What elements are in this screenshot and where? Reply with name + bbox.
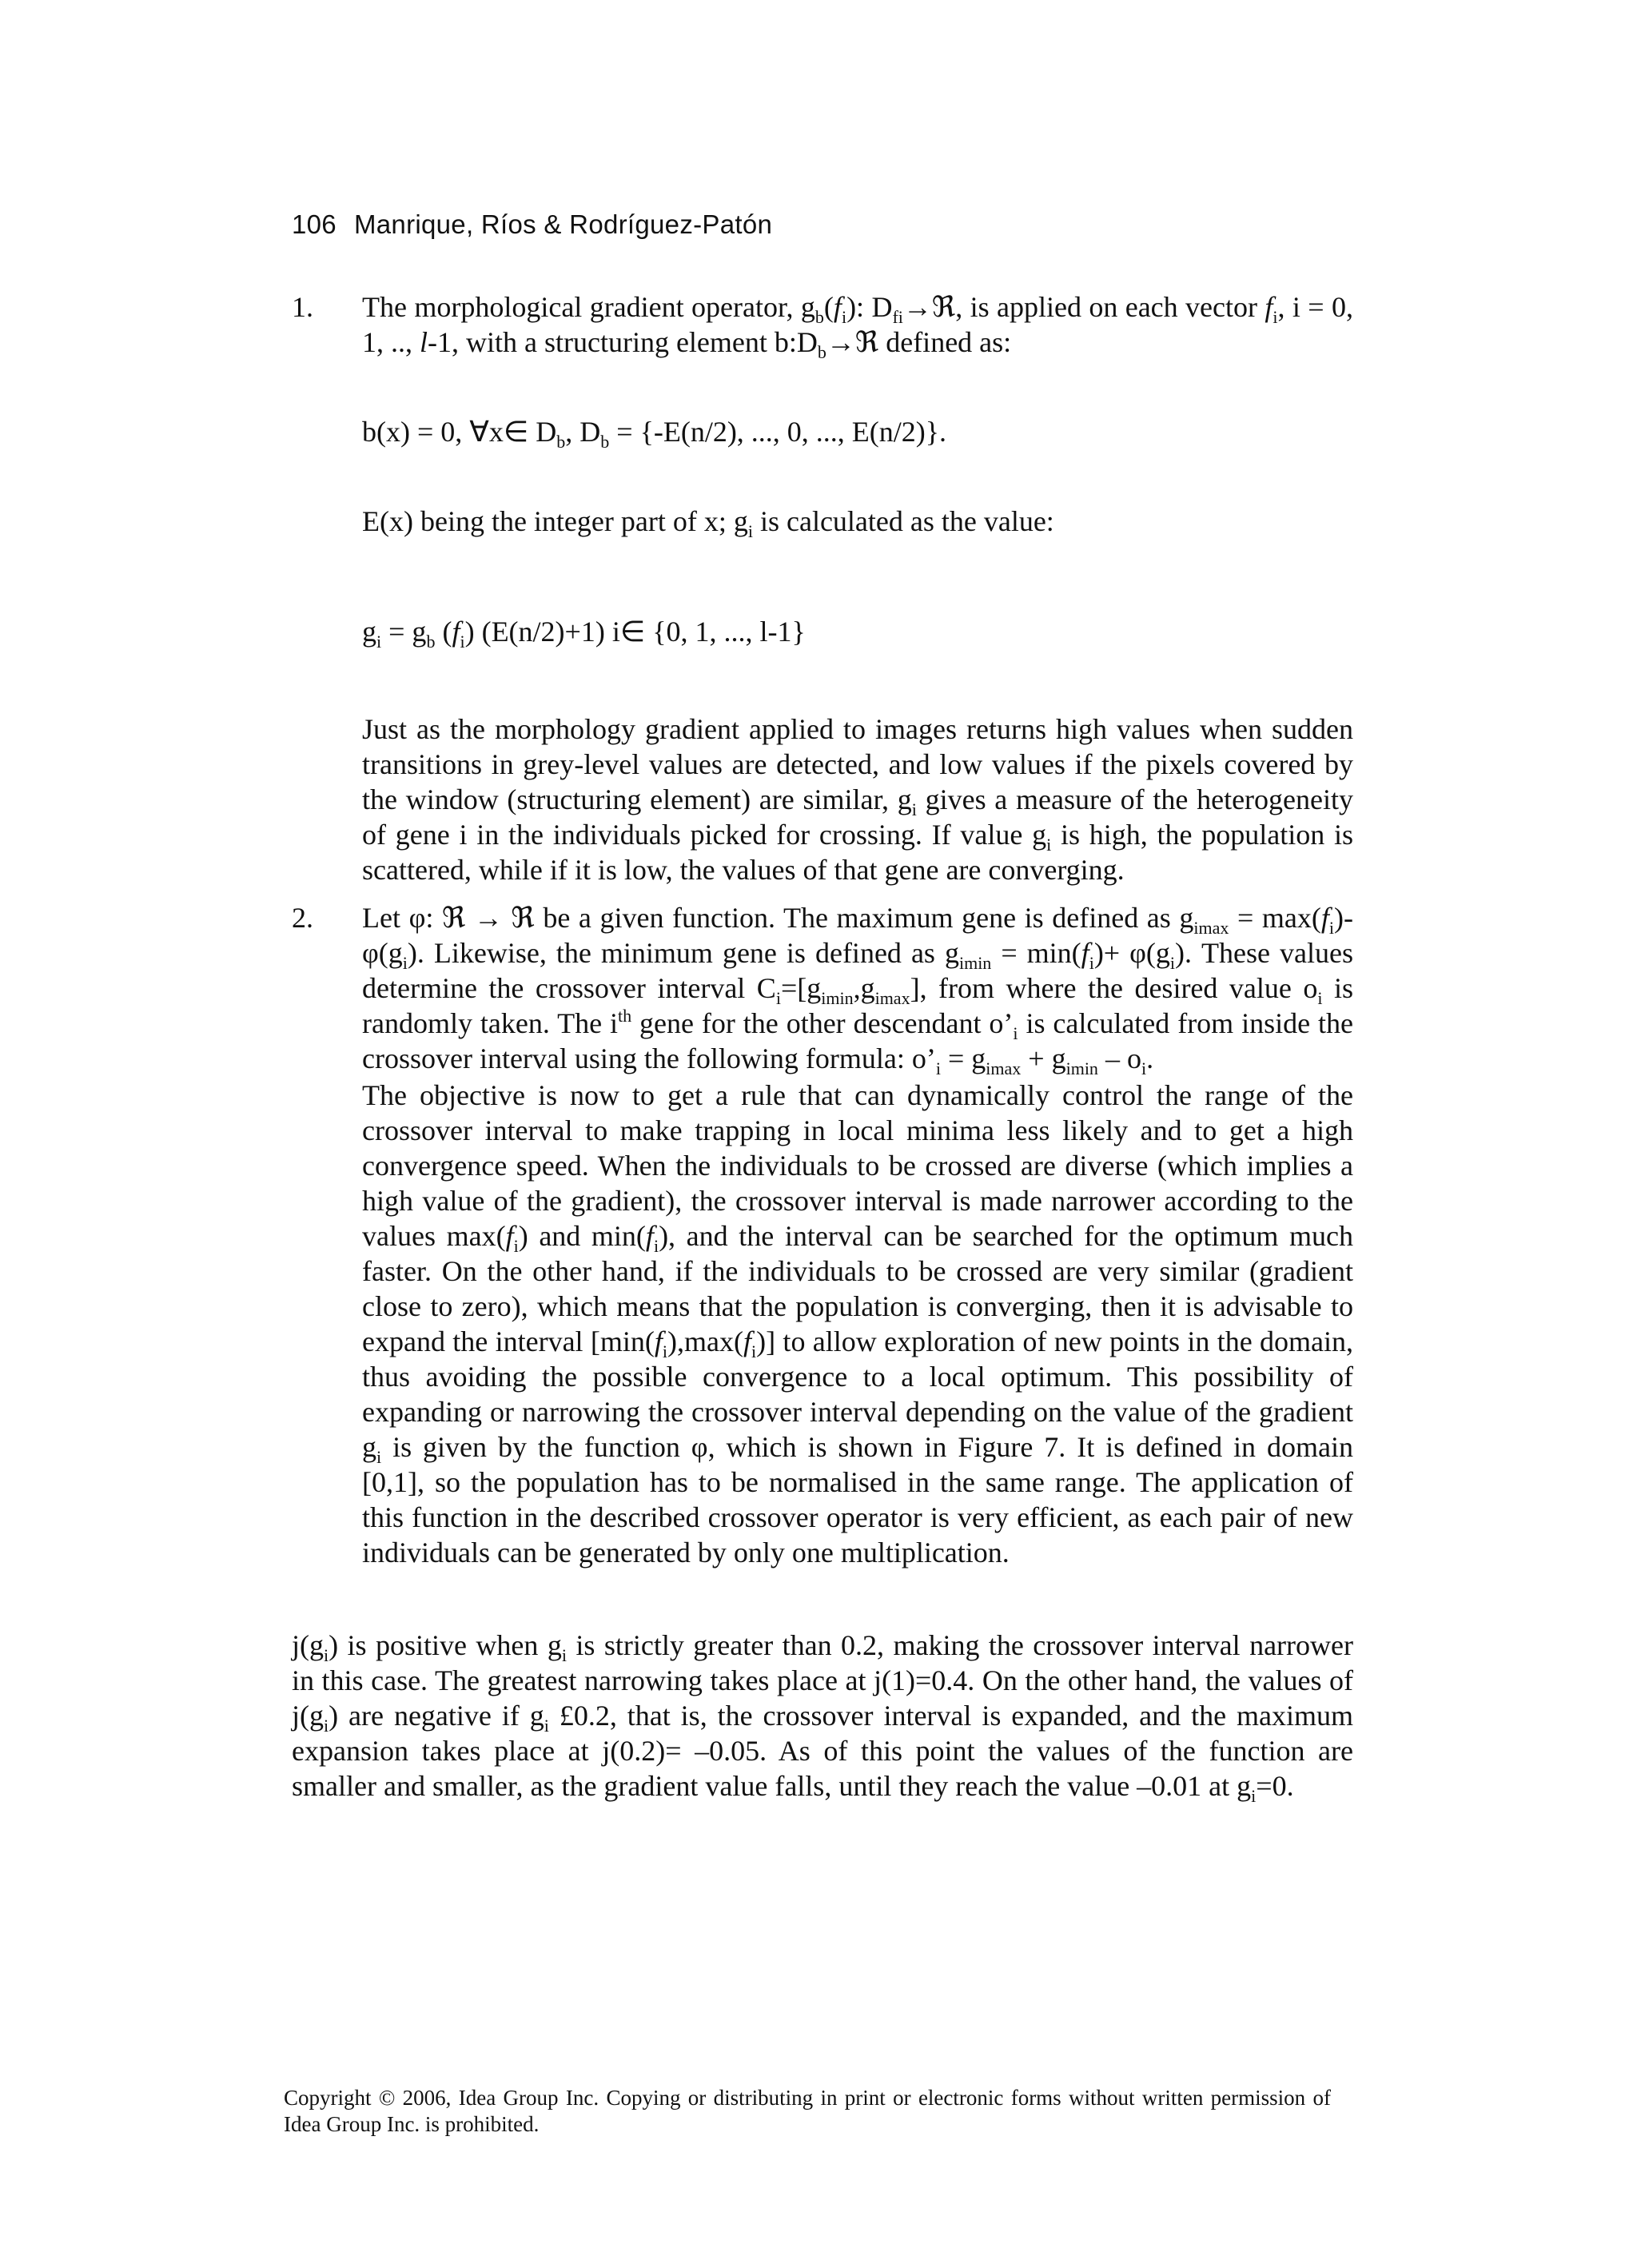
- phi-behaviour-paragraph: $j(g_i)$ is positive when $g_i$ is strictly greater than 0.2, making the crossover interval narrower in this case. The greatest narrowing takes place at j(1)=0.4. On the other hand, the values of $j(g_i)$ are negative if $g_i$ £0.2, that is, the crossover interval is expanded, and the maximum expansion takes place at j(0.2)= –0.05. As of this point the values of the function are smaller and smaller, as the gradient value falls, until they reach the value –0.01 at $g_i=0$.: [292, 1629, 1353, 1806]
- item1-intro: The morphological gradient operator, $g_b(f_i)$: $D_{fi}\to ℜ$, is applied on each vector $f_i$, i = 0, 1, .., l-1, with a structuring element $b:D_b\to ℜ$ defined as:: [362, 291, 1353, 362]
- item2-definition: Let φ: ℜ → ℜ be a given function. The maximum gene is defined as $g_{imax} = \max(f_i)-\varphi(g_i)$. Likewise, the minimum gene is defined as $g_{imin} = \min(f_i)+ \varphi(g_i)$. These values determine the crossover interval $C_i=[g_{imin},g_{imax}]$, from where the desired value $o_i$ is randomly taken. The $i^{th}$ gene for the other descendant $o’_i$ is calculated from inside the crossover interval using the following formula: $o’_i = g_{imax} + g_{imin} - o_i$.: [362, 902, 1354, 1078]
- list-number-2: 2.: [292, 902, 313, 934]
- page-number: 106: [292, 209, 337, 239]
- header-authors: Manrique, Ríos & Rodríguez-Patón: [353, 209, 773, 239]
- equation-gradient: $g_i = g_b$ $(f_i)$ (E(n/2)+1) i∈ {0, 1, ..., l-1}: [362, 616, 806, 652]
- running-header: [292, 209, 772, 240]
- objective-paragraph: The objective is now to get a rule that can dynamically control the range of the crossover interval to make trapping in local minima less likely and to get a high convergence speed. When the individuals to be crossed are diverse (which implies a high value of the gradient), the crossover interval is made narrower according to the values $\max(f_i)$ and $\min(f_i)$, and the interval can be searched for the optimum much faster. On the other hand, if the individuals to be crossed are very similar (gradient close to zero), which means that the population is converging, then it is advisable to expand the interval $[\min(f_i),\max(f_i)]$ to allow exploration of new points in the domain, thus avoiding the possible convergence to a local optimum. This possibility of expanding or narrowing the crossover interval depending on the value of the gradient $g_i$ is given by the function φ, which is shown in Figure 7. It is defined in domain [0,1], so the population has to be normalised in the same range. The application of this function in the described crossover operator is very efficient, as each pair of new individuals can be generated by only one multiplication.: [362, 1079, 1353, 1568]
- integer-part-text: E(x) being the integer part of x; $g_i$ is calculated as the value:: [362, 505, 1054, 541]
- copyright-footer: Copyright © 2006, Idea Group Inc. Copying or distributing in print or electronic forms without written permission of Idea Group Inc. is prohibited.: [284, 2086, 1331, 2136]
- equation-structuring-element: b(x) = 0, ∀x∈ $D_b$, $D_b = \{-E(n/2)$, ..., 0, ..., E(n/2)}.: [362, 416, 947, 452]
- morphology-paragraph: Just as the morphology gradient applied to images returns high values when sudden transitions in grey-level values are detected, and low values if the pixels covered by the window (structuring element) are similar, $g_i$ gives a measure of the heterogeneity of gene i in the individuals picked for crossing. If value $g_i$ is high, the population is scattered, while if it is low, the values of that gene are converging.: [362, 713, 1354, 886]
- list-number-1: 1.: [292, 291, 313, 323]
